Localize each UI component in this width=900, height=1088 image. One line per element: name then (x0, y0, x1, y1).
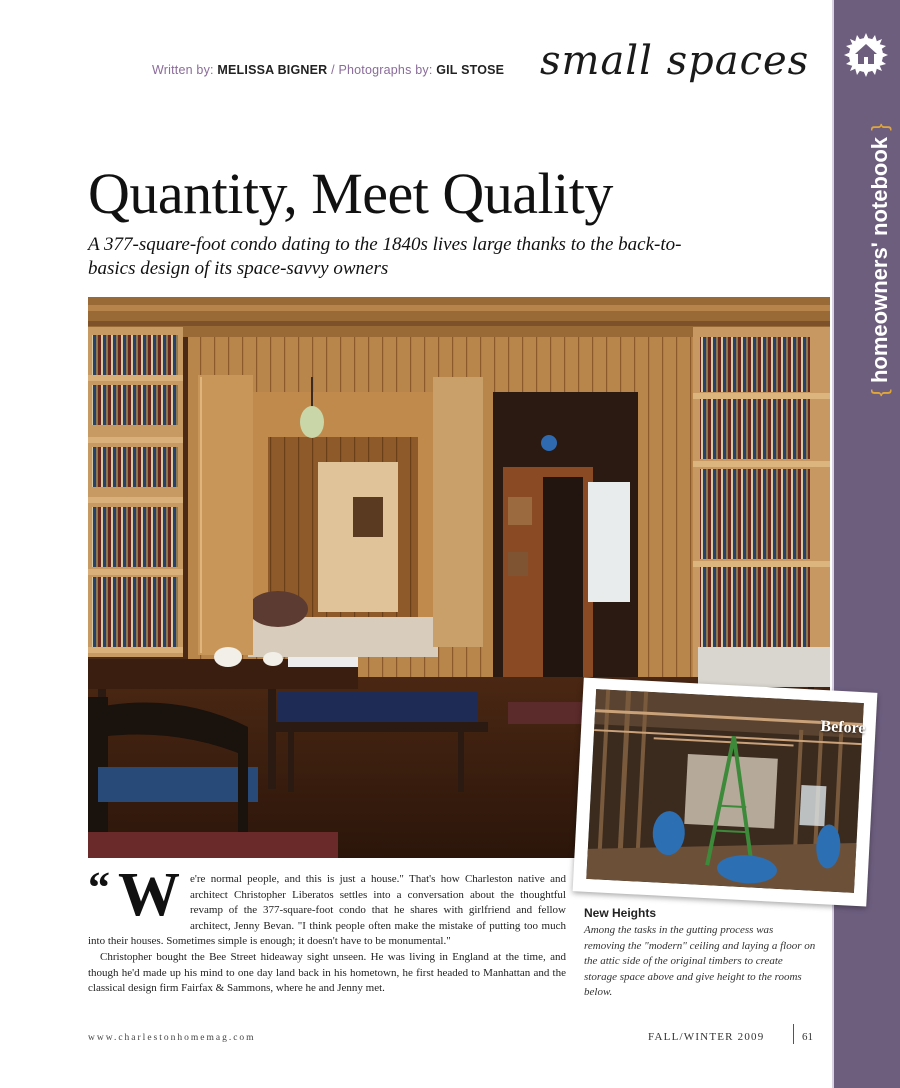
before-label: Before (820, 717, 866, 738)
byline (152, 63, 504, 77)
section-name: small spaces (540, 38, 810, 84)
body-paragraph-2: Christopher bought the Bee Street hideaway sight unseen. He was living in England at the time, and though he'd made up his mind to one day land back in his hometown, he first headed to Manhattan and the classical design firm Fairfax & Sammons, where he and Jenny met. (88, 950, 566, 995)
byline-separator: / (331, 63, 335, 77)
house-icon (843, 32, 889, 78)
footer-issue: FALL/WINTER 2009 (648, 1031, 765, 1043)
article-body (88, 861, 566, 997)
page-number: 61 (802, 1031, 813, 1043)
body-paragraph-1: e're normal people, and this is just a house." That's how Charleston native and architect Christopher Liberatos settles into a conversation about the thoughtful revamp of the 377-square-foot condo that he shares with girlfriend and fellow architect, Jenny Bevan. "I think people often make the mistake of putting too much into their houses. Sometimes simple is enough; it doesn't have to be monumental." (88, 873, 566, 948)
sidebar-brace-open: { (867, 389, 892, 397)
author-name: MELISSA BIGNER (217, 63, 328, 77)
sidebar-brace-close: } (867, 123, 892, 131)
sidebar-divider (832, 0, 834, 1088)
sidebar-label (867, 95, 893, 425)
article-deck: A 377-square-foot condo dating to the 1840s lives large thanks to the back-to-basics design of its space-savvy owners (88, 234, 682, 279)
photos-by-label: Photographs by: (338, 63, 433, 77)
footer-divider (793, 1024, 794, 1044)
sidebar-label-text: homeowners' notebook (867, 136, 892, 384)
before-photo-card (573, 677, 878, 906)
caption-text: Among the tasks in the gutting process was removing the "modern" ceiling and laying a floor on the attic side of the original timbers to create storage space above and give height to the rooms below. (584, 924, 816, 998)
opening-quote-mark: “ (88, 863, 110, 912)
article-headline: Quantity, Meet Quality (88, 161, 613, 226)
drop-cap-block (88, 861, 186, 929)
footer-url: www.charlestonhomemag.com (88, 1033, 256, 1043)
photographer-name: GIL STOSE (436, 63, 505, 77)
caption-title: New Heights (584, 906, 657, 920)
written-by-label: Written by: (152, 63, 214, 77)
drop-cap: W (118, 861, 180, 929)
